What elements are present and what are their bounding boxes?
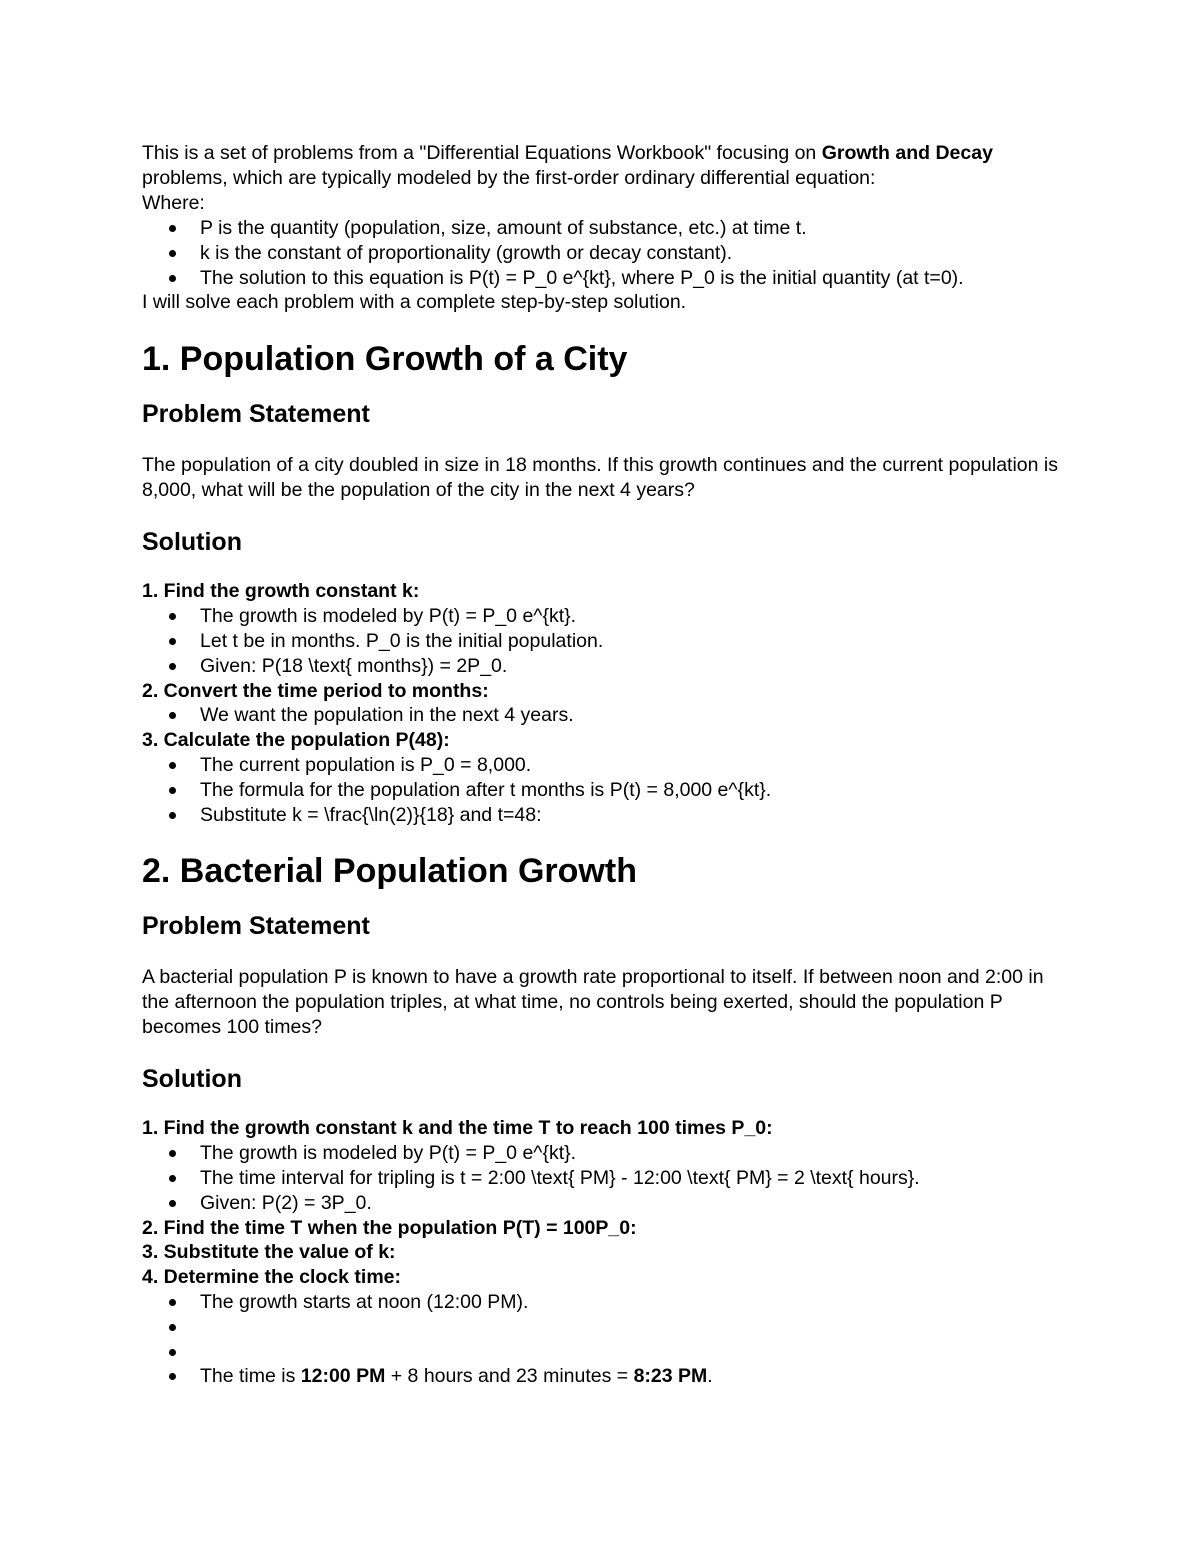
list-item: The current population is P_0 = 8,000. — [142, 753, 1072, 778]
problem2-step1-list — [142, 1141, 1072, 1215]
list-item-empty — [142, 1340, 1072, 1365]
list-item: Substitute k = \frac{\ln(2)}{18} and t=48: — [142, 803, 1072, 828]
list-item: The growth starts at noon (12:00 PM). — [142, 1290, 1072, 1315]
problem1-step3-list — [142, 753, 1072, 827]
problem1-step2-label: 2. Convert the time period to months: — [142, 679, 489, 702]
problem2-solution-heading: Solution — [142, 1065, 242, 1094]
problem1-title: 1. Population Growth of a City — [142, 340, 628, 379]
list-item: The solution to this equation is P(t) = P_0 e^{kt}, where P_0 is the initial quantity (at t=0). — [142, 266, 1072, 291]
intro-where: Where: — [142, 192, 205, 214]
intro-paragraph: This is a set of problems from a "Differential Equations Workbook" focusing on Growth and Decay problems, which are typically modeled by the first-order ordinary differential equation: Where: — [142, 142, 993, 214]
list-item-empty — [142, 1315, 1072, 1340]
problem2-step1-label: 1. Find the growth constant k and the time T to reach 100 times P_0: — [142, 1117, 773, 1140]
problem2-step3-label: 3. Substitute the value of k: — [142, 1241, 396, 1264]
intro-closing: I will solve each problem with a complete step-by-step solution. — [142, 291, 687, 314]
list-item: Let t be in months. P_0 is the initial population. — [142, 629, 1072, 654]
intro-bold-topic: Growth and Decay — [821, 142, 993, 164]
problem2-step4-label: 4. Determine the clock time: — [142, 1266, 402, 1289]
intro-bullet-list — [142, 216, 1072, 290]
document-page — [142, 141, 1072, 1389]
list-item-final-time: The time is 12:00 PM + 8 hours and 23 minutes = 8:23 PM. — [142, 1364, 1072, 1389]
list-item: The time interval for tripling is t = 2:00 \text{ PM} - 12:00 \text{ PM} = 2 \text{ hours}. — [142, 1166, 1072, 1191]
problem2-title: 2. Bacterial Population Growth — [142, 852, 637, 891]
problem1-solution-heading: Solution — [142, 528, 242, 557]
list-item: The growth is modeled by P(t) = P_0 e^{kt}. — [142, 604, 1072, 629]
list-item: Given: P(18 \text{ months}) = 2P_0. — [142, 654, 1072, 679]
problem2-step4-list — [142, 1290, 1072, 1389]
list-item: We want the population in the next 4 years. — [142, 703, 1072, 728]
list-item: P is the quantity (population, size, amount of substance, etc.) at time t. — [142, 216, 1072, 241]
list-item: The formula for the population after t months is P(t) = 8,000 e^{kt}. — [142, 778, 1072, 803]
problem2-statement-heading: Problem Statement — [142, 912, 370, 941]
list-item: The growth is modeled by P(t) = P_0 e^{kt}. — [142, 1141, 1072, 1166]
list-item: k is the constant of proportionality (growth or decay constant). — [142, 241, 1072, 266]
problem1-step3-label: 3. Calculate the population P(48): — [142, 729, 450, 752]
problem1-step1-label: 1. Find the growth constant k: — [142, 580, 420, 603]
problem1-statement: The population of a city doubled in size in 18 months. If this growth continues and the current population is 8,000, what will be the population of the city in the next 4 years? — [142, 454, 1058, 502]
list-item: Given: P(2) = 3P_0. — [142, 1191, 1072, 1216]
problem1-statement-heading: Problem Statement — [142, 400, 370, 429]
problem1-step1-list — [142, 604, 1072, 678]
problem1-step2-list — [142, 703, 1072, 728]
problem2-statement: A bacterial population P is known to have a growth rate proportional to itself. If between noon and 2:00 in the afternoon the population triples, at what time, no controls being exerted, should the population P becomes 100 times? — [142, 966, 1044, 1039]
problem2-step2-label: 2. Find the time T when the population P(T) = 100P_0: — [142, 1216, 637, 1239]
